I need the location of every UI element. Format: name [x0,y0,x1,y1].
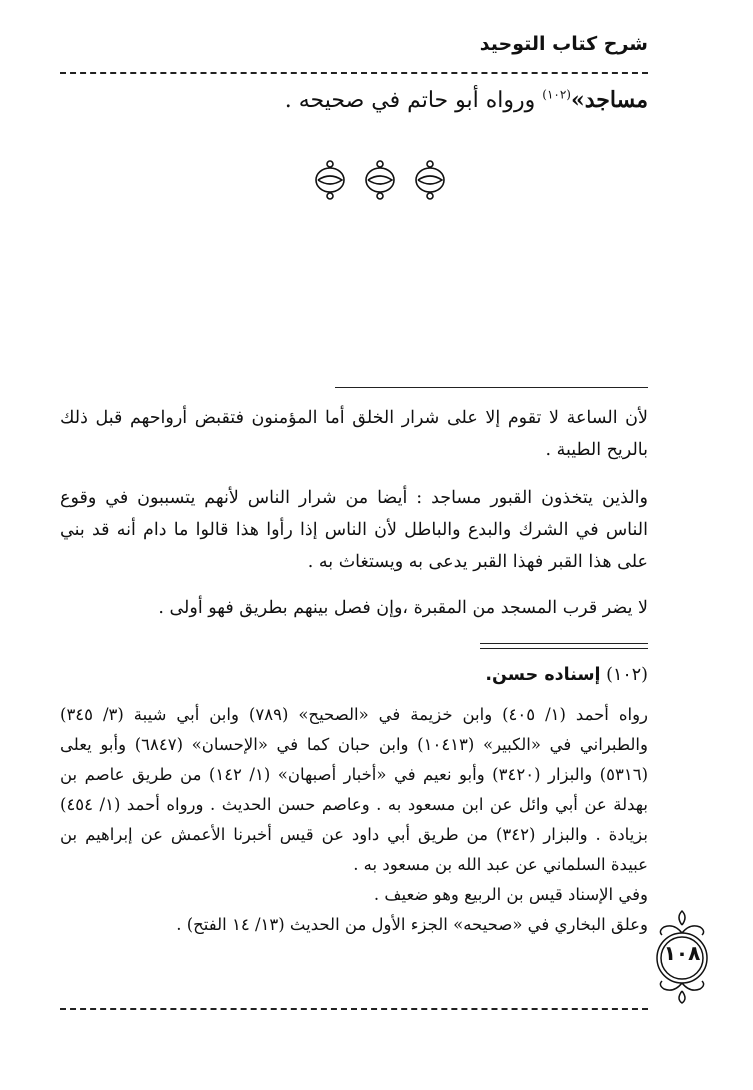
page-number: ١٠٨ [663,941,701,965]
commentary-paragraph: لأن الساعة لا تقوم إلا على شرار الخلق أما المؤمنون فتقبض أرواحهم قبل ذلك بالريح الطيبة . [60,408,648,460]
main-rest: ورواه أبو حاتم في صحيحه . [284,88,543,113]
main-lead: مساجد» [570,87,648,113]
page-number-badge [643,905,721,1005]
main-text-line [285,87,648,113]
footnote-heading [485,665,648,685]
footnote-title: إسناده حسن. [485,665,601,685]
footnote-separator [480,643,648,649]
ornament-icon [366,161,394,199]
footnote-line: وعلق البخاري في «صحيحه» الجزء الأول من الحديث (١٣/ ١٤ الفتح) . [176,915,648,934]
footnote-line: وفي الإسناد قيس بن الربيع وهو ضعيف . [373,885,648,904]
footnote-number: (١٠٢) [606,665,648,685]
header-rule [60,72,648,74]
commentary-paragraph: لا يضر قرب المسجد من المقبرة ،وإن فصل بينهم بطريق فهو أولى . [158,598,648,618]
ornament-divider [310,158,450,202]
ornament-icon [316,161,344,199]
footnote-ref: (١٠٢) [542,87,571,102]
commentary-paragraph: والذين يتخذون القبور مساجد : أيضا من شرار الناس لأنهم يتسببون في وقوع الناس في الشرك والبدع والباطل لأن الناس إذا رأوا هذا قالوا ما دام أنه قد بني على هذا القبر فهذا القبر يدعى به ويستغاث به . [60,488,648,572]
footnote-text: رواه أحمد (١/ ٤٠٥) وابن خزيمة في «الصحيح» (٧٨٩) وابن أبي شيبة (٣/ ٣٤٥) والطبراني في «الكبير» (١٠٤١٣) وابن حبان كما في «الإحسان» (٦٨٤٧) وأبو يعلى (٥٣١٦) والبزار (٣٤٢٠) وأبو نعيم في «أخبار أصبهان» (١/ ١٤٢) من طريق عاصم بن بهدلة عن أبي وائل عن ابن مسعود به . وعاصم حسن الحديث . ورواه أحمد (١/ ٤٥٤) بزيادة . والبزار (٣٤٢) من طريق أبي داود عن قيس أخبرنا الأعمش عن إبراهيم بن عبيدة السلماني عن عبد الله بن مسعود به . [60,705,649,874]
page-header-title: شرح كتاب التوحيد [479,33,648,55]
footnote-body [60,700,648,940]
ornament-icon [416,161,444,199]
footer-rule [60,1008,648,1010]
commentary-rule [335,387,648,388]
